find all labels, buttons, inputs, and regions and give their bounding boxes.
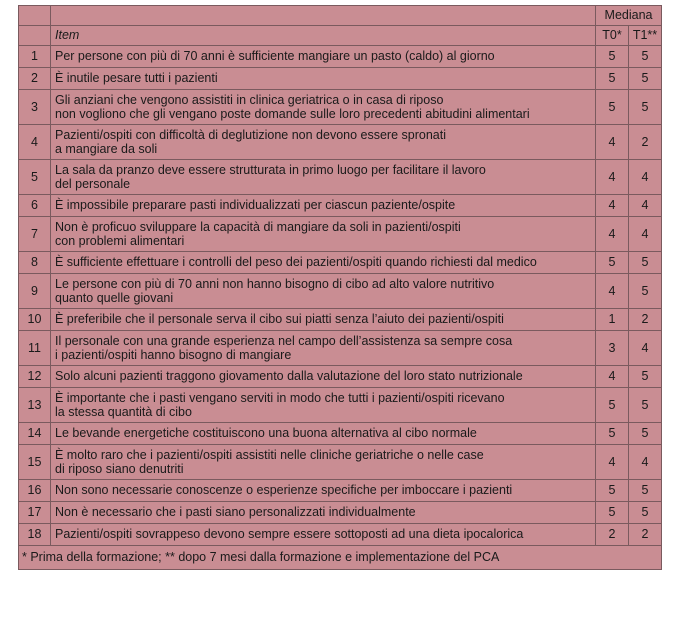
row-number: 11 [19,331,51,366]
t0-column-header: T0* [596,26,629,46]
item-text-line: È importante che i pasti vengano serviti in modo che tutti i pazienti/ospiti ricevano [55,390,505,405]
t0-median-value: 4 [596,125,629,160]
item-text [51,46,596,68]
item-text-line: Per persone con più di 70 anni è sufficiente mangiare un pasto (caldo) al giorno [55,49,495,64]
t1-median-value: 2 [629,125,662,160]
item-text [51,502,596,524]
item-text-line: Non sono necessarie conoscenze o esperienze specifiche per imboccare i pazienti [55,483,513,498]
table-row [19,502,662,524]
item-text-line: non vogliono che gli vengano poste domande sulle loro precedenti abitudini alimentari [55,107,530,121]
t0-median-value: 5 [596,480,629,502]
row-number: 7 [19,217,51,252]
item-text [51,160,596,195]
t1-median-value: 5 [629,252,662,274]
t0-median-value: 3 [596,331,629,366]
item-text-line: Le bevande energetiche costituiscono una buona alternativa al cibo normale [55,426,477,441]
item-text-line: Le persone con più di 70 anni non hanno bisogno di cibo ad alto valore nutritivo [55,276,495,291]
row-number: 1 [19,46,51,68]
item-text [51,331,596,366]
item-text-line: i pazienti/ospiti hanno bisogno di mangiare [55,348,292,362]
table-row [19,217,662,252]
item-text [51,524,596,546]
item-text-line: Pazienti/ospiti con difficoltà di deglutizione non devono essere spronati [55,127,446,142]
t1-median-value: 5 [629,423,662,445]
item-text [51,68,596,90]
t1-column-header: T1** [629,26,662,46]
table-row [19,195,662,217]
item-text-line: a mangiare da soli [55,142,158,156]
item-text [51,252,596,274]
table-row [19,445,662,480]
table-row [19,68,662,90]
table-row [19,331,662,366]
row-number: 5 [19,160,51,195]
table-row [19,309,662,331]
table-row [19,160,662,195]
t1-median-value: 5 [629,480,662,502]
item-column-header: Item [51,26,596,46]
row-number: 15 [19,445,51,480]
row-number: 14 [19,423,51,445]
header-blank-cell [19,26,51,46]
item-text [51,423,596,445]
row-number: 4 [19,125,51,160]
item-text-line: di riposo siano denutriti [55,462,184,476]
t0-median-value: 5 [596,252,629,274]
header-row-group [19,6,662,26]
item-text [51,480,596,502]
t1-median-value: 5 [629,90,662,125]
row-number: 9 [19,274,51,309]
table-row [19,366,662,388]
t0-median-value: 5 [596,502,629,524]
table-row [19,90,662,125]
t1-median-value: 4 [629,445,662,480]
table-row [19,46,662,68]
median-scores-table [18,5,662,570]
item-text-line: Solo alcuni pazienti traggono giovamento dalla valutazione del loro stato nutrizionale [55,369,523,384]
t1-median-value: 4 [629,331,662,366]
row-number: 16 [19,480,51,502]
t0-median-value: 5 [596,423,629,445]
item-text-line: È inutile pesare tutti i pazienti [55,71,218,86]
t0-median-value: 4 [596,445,629,480]
item-text [51,195,596,217]
row-number: 6 [19,195,51,217]
t0-median-value: 4 [596,366,629,388]
t1-median-value: 5 [629,274,662,309]
t1-median-value: 2 [629,524,662,546]
t0-median-value: 2 [596,524,629,546]
table-row [19,524,662,546]
row-number: 17 [19,502,51,524]
table-row [19,125,662,160]
row-number: 8 [19,252,51,274]
t0-median-value: 5 [596,68,629,90]
t1-median-value: 5 [629,502,662,524]
item-text-line: È sufficiente effettuare i controlli del peso dei pazienti/ospiti quando richiesti dal medico [55,255,537,270]
item-text-line: la stessa quantità di cibo [55,405,192,419]
table-row [19,252,662,274]
footnote: * Prima della formazione; ** dopo 7 mesi dalla formazione e implementazione del PCA [19,546,662,570]
t1-median-value: 5 [629,366,662,388]
row-number: 2 [19,68,51,90]
t0-median-value: 1 [596,309,629,331]
row-number: 3 [19,90,51,125]
header-blank-cell [51,6,596,26]
t1-median-value: 5 [629,46,662,68]
t1-median-value: 5 [629,388,662,423]
t1-median-value: 2 [629,309,662,331]
item-text-line: Pazienti/ospiti sovrappeso devono sempre essere sottoposti ad una dieta ipocalorica [55,527,524,542]
row-number: 13 [19,388,51,423]
item-text-line: con problemi alimentari [55,234,185,248]
item-text [51,125,596,160]
item-text [51,388,596,423]
row-number: 18 [19,524,51,546]
footnote-row [19,546,662,570]
t0-median-value: 5 [596,388,629,423]
t0-median-value: 4 [596,274,629,309]
item-text-line: È impossibile preparare pasti individualizzati per ciascun paziente/ospite [55,198,456,213]
item-text [51,366,596,388]
header-row-columns [19,26,662,46]
t0-median-value: 4 [596,217,629,252]
item-text [51,90,596,125]
table-container [18,5,661,570]
header-blank-cell [19,6,51,26]
item-text [51,445,596,480]
item-text-line: Gli anziani che vengono assistiti in clinica geriatrica o in casa di riposo [55,92,444,107]
item-text-line: È molto raro che i pazienti/ospiti assistiti nelle cliniche geriatriche o nelle case [55,447,484,462]
t0-median-value: 5 [596,90,629,125]
item-text-line: Non è necessario che i pasti siano personalizzati individualmente [55,505,416,520]
item-text [51,217,596,252]
table-row [19,480,662,502]
row-number: 10 [19,309,51,331]
item-text-line: La sala da pranzo deve essere strutturata in primo luogo per facilitare il lavoro [55,162,486,177]
median-group-header: Mediana [596,6,662,26]
item-text-line: Non è proficuo sviluppare la capacità di mangiare da soli in pazienti/ospiti [55,219,461,234]
t1-median-value: 4 [629,160,662,195]
item-text [51,274,596,309]
table-row [19,423,662,445]
t0-median-value: 4 [596,160,629,195]
t1-median-value: 5 [629,68,662,90]
t0-median-value: 4 [596,195,629,217]
item-text-line: È preferibile che il personale serva il cibo sui piatti senza l’aiuto dei pazienti/ospiti [55,312,504,327]
row-number: 12 [19,366,51,388]
item-text-line: del personale [55,177,131,191]
t1-median-value: 4 [629,217,662,252]
table-row [19,274,662,309]
t1-median-value: 4 [629,195,662,217]
item-text [51,309,596,331]
item-text-line: Il personale con una grande esperienza nel campo dell’assistenza sa sempre cosa [55,333,513,348]
item-text-line: quanto quelle giovani [55,291,174,305]
t0-median-value: 5 [596,46,629,68]
table-row [19,388,662,423]
